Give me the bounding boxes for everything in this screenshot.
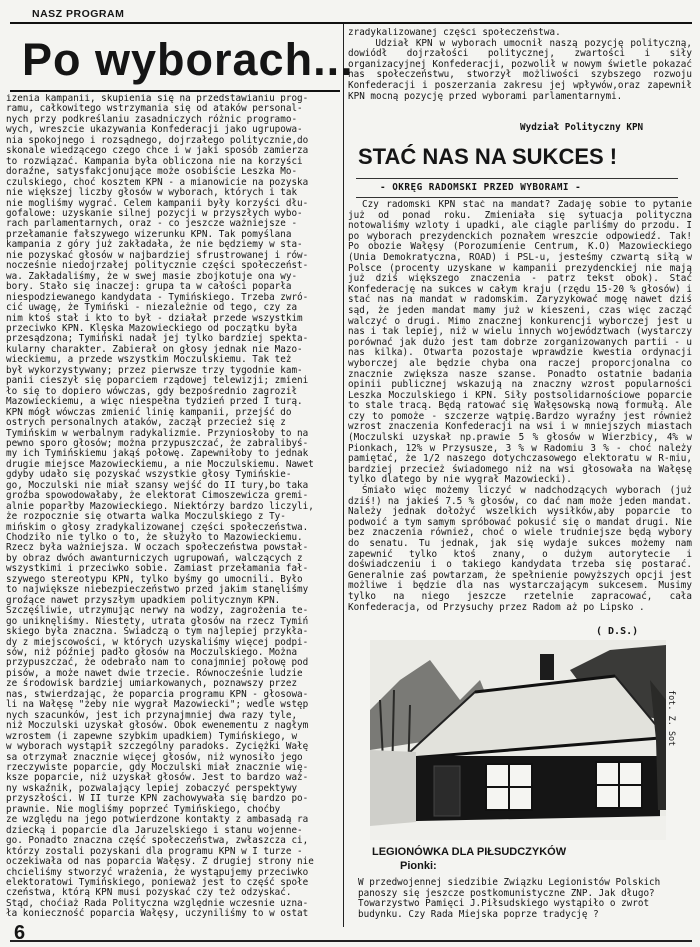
photo-caption-place: Pionki: [400, 860, 437, 872]
second-article-title: STAĆ NAS NA SUKCES ! [358, 144, 618, 169]
main-article-title: Po wyborach... [22, 34, 354, 85]
second-article-subtitle: - OKRĘG RADOMSKI PRZED WYBORAMI - [380, 182, 582, 193]
header-rule [10, 22, 692, 24]
second-article-paragraph: Czy radomski KPN stać na mandat? Zadaję sobie to pytanie już od ponad roku. Zmieniała się sytuacja polityczna notowaliśmy wzloty i upadki, ale ciągle parliśmy do przodu. I po wyborach prezydenckich poznałem wreszcie odpowiedź. Tak! Po obozie Wałęsy (Porozumienie Centrum, K.O) Mazowieckiego (Unia Demokratyczna, ROAD) i PSL-u, jesteśmy czwartą siłą w Polsce (procenty uzyskane w kampanii prezydenckiej nie mają już dziś większego znaczenia - patrz tekst obok). Stać Konfederację na sukces w całym kraju (rzędu 15-20 % głosów) i stać nas na mandat w radomskim. Zaryzykować mogę nawet dziś sąd, że jeden mandat mamy już w kieszeni, czas więc zacząć walczyć o drugi. Mimo znacznej konkurencji wyborczej jest u nas i tak lepiej, niż w wielu innych województwach (wystarczy porównać jak dużo jest tam dobrze zorganizowanych partii - u nas kilka). Otwarta pozostaje wprawdzie kwestia ordynacji wyborczej ale będzie chyba ona raczej proporcjonalna co znacznie zwiększa nasze szanse. Ponadto ostatnie badania opinii publicznej wskazują na znaczny wzrost popularności Leszka Moczulskiego i KPN. Siły postsolidarnościowe poparcie to stale tracą. Będą ratować się Wałęsowską nową formułą. Ale czy to pomoże - szczerze wątpię.Bardzo wyraźny jest również wzrost znaczenia Konfederacji na wsi i w mniejszych miastach (Moczulski uzyskał np.prawie 5 % głosów w Wierzbicy, 4% w Pionkach, 12% w Przysusze, 3 % w Radomiu 3 % - choć należy pamiętać, że 1/2 naszego dotychczasowego elektoratu w R-miu, bardziej przecież świadomego niż na wsi głosowała na Wałęsę tylko dlatego by nie wygrał Mazowiecki). [348, 200, 692, 486]
article-signature: Wydział Polityczny KPN [520, 122, 644, 133]
title-rule [10, 90, 340, 92]
page-number: 6 [14, 922, 26, 944]
subtitle-rule-top [356, 178, 678, 179]
second-article-body [348, 200, 692, 628]
second-article-author: ( D.S.) [596, 626, 639, 637]
subtitle-rule-bottom [356, 197, 678, 198]
photo-caption-body: W przedwojennej siedzibie Związku Legionistów Polskich panoszy się jeszcze postkomunistyczne ZNP. Jak długo? Towarzystwo Pamięci J.Piłsudskiego wystąpiło o zwrot budynku. Czy Rada Miejska poprze tradycję ? [358, 877, 661, 920]
building-photo [370, 640, 666, 840]
main-article-body: izenia kampanii, skupienia się na przedstawianiu prog- ramu, całkowitego wstrzymania się od ataków personal- nych przy podkreślaniu zasadniczych różnic programo- wych, wreszcie ukazywania Konfederacji jako ugrupowa- nia spokojnego i rozsądnego, dojrzałego politycznie,do skonale wiedzącego czego chce i w jaki sposób zamierza to rozwiązać. Kampania była obliczona nie na korzyści doraźne, satysfakcjonujące może osobiście Leszka Mo- czulskiego, choć kosztem KPN - a mianowicie na pozyska nie większej liczby głosów w wyborach, których i tak nie mogliśmy wygrać. Celem kampanii były korzyści dłu- gofalowe: uzyskanie silnej pozycji w przyszłych wybo- rach parlamentarnych, oraz - co jeszcze ważniejsze - przełamanie fałszywego wizerunku KPN. Tak pomyślana kampania z góry już zakładała, że nie będziemy w sta- nie pozyskać głosów w najbardziej sfrustrowanej i rów- nocześnie niedojrzałej politycznie części społeczeńst- wa. Zakładaliśmy, że w swej masie zbojkotuje ona wy- bory. Stało się inaczej: grupa ta w całości poparła niespodziewanego kandydata - Tymińskiego. Trzeba zwró- cić uwagę, że Tymiński - niezależnie od tego, czy za nim ktoś stał i kto to był - działał przede wszystkim przeciwko KPN. Klęska Mazowieckiego od początku była przesądzona; Tymiński nadał jej tylko bardziej spekta- kularny charakter. Zabierał on głosy jednak nie Mazo- wieckiemu, a przede wszystkim Moczulskiemu. Tak też był wykorzystywany; przez pierwsze trzy tygodnie kam- panii cieszył się poparciem rządowej telewizji; zmieni ło się to dopiero wówczas, gdy bezpośrednio zagroził Mazowieckiemu, a więc niespełna tydzień przed I turą. KPN mógł wówczas zmienić linię kampanii, przejść do ostrych personalnych ataków, zaczął przecież się z Tymińskim w werbalnym radykalizmie. Przyniosłoby to na pewno sporo głosów; można przypuszczać, że zabralibyś- my ich Tymińskiemu jakąś połowę. Zapewniłoby to jednak drugie miejsce Mazowieckiemu, a nie Moczulskiemu. Nawet gdyby udało się pozyskać wszystkie głosy Tymińskie- go, Moczulski nie miał szansy wejść do II tury,bo taka groźba spowodowałaby, że elektorat Cimoszewicza gremi- alnie poparłby Mazowieckiego. Niektórzy bardzo liczyli, że rozpocznie się otwarta walka Moczulskiego z Ty- mińskim o głosy zradykalizowanej części społeczeństwa. Chodziło nie tylko o to, że służyło to Mazowieckiemu. Rzecz była ważniejsza. W oczach społeczeństwa powstał- by obraz dwóch awanturniczych ugrupowań, walczących z wszystkimi i przeciwko sobie. Zamiast przełamania fał- szywego stereotypu KPN, tylko byśmy go umocnili. Było to największe niebezpieczeństwo przed jakim stanęliśmy groźące nawet przyszłym upadkiem politycznym KPN. Szczęśliwie, utrzymując nerwy na wodzy, zagrożenia te- go uniknęliśmy. Niestety, utrata głosów na rzecz Tymiń skiego była znaczna. Świadczą o tym najlepiej przykła- dy z miejscowości, w których uzyskaliśmy więcej podpi- sów, niż później padło głosów na Moczulskiego. Można przypuszczać, że odebrało nam to conajmniej połowę pod pisów, a może nawet dwie trzecie. Równocześnie ludzie ze środowisk bardziej umiarkowanych, poznawszy przez nas, stwierdzając, że poparcia programu KPN - głosowa- li na Wałęsę "żeby nie wygrał Mazowiecki"; wedle wstęp nych szacunków, jest ich przynajmniej dwa razy tyle, niż Moczulski uzyskał głosów. Obok ewenementu z nagłym wzrostem (i zapewne szybkim upadkiem) Tymińskiego, w w wyborach wystąpił szczególny paradoks. Zyciężki Wałę sa otrzymał znacznie więcej głosów, niż wynosiło jego rzeczywiste poparcie, gdy Moczulski miał znacznie wię- ksze poparcie, niż uzyskał głosów. Jest to bardzo waż- ny wskaźnik, pozwalający lepiej zobaczyć perspektywy przyszłości. W II turze KPN zachowywała się bardzo po- prawnie. Nie mogliśmy poprzeć Tymińskiego, choćby ze względu na jego potwierdzone kontakty z ambasadą ra dziecką i poparcie dla Jaruzelskiego i stanu wojenne- go. Ponadto znaczna część społeczeństwa, zwłaszcza ci, którzy zostali pozyskani dla programu KPN w I turze - oczekiwała od nas poparcia Wałęsy. Z drugiej strony nie chcieliśmy stworzyć wrażenia, że wystąpujemy przeciwko elektoratowi Tymińskiego, ponieważ jest to część społe czeństwa, którą KPN musi pozyskać czy też odzyskać. Stąd, choćiaż Rada Polityczna względnie wczesnie uzna- ła konieczność poparcia Wałęsy, uczyniliśmy to w ostat [6, 94, 314, 919]
section-label: NASZ PROGRAM [32, 8, 125, 20]
bottom-rule [10, 940, 692, 942]
column-divider [343, 24, 344, 927]
photo-caption-title: LEGIONÓWKA DLA PIŁSUDCZYKÓW [372, 846, 567, 858]
photo-credit: fot. Z. Sot [666, 690, 676, 747]
second-article-paragraph: Śmiało więc możemy liczyć w nadchodzących wyborach (już dziś!) na jakieś 7.5 % głosów, co dać nam może jeden mandat. Należy jednak dołożyć wszelkich wysiłków,aby poparcie to podwoić a tym samym spróbować pokusić się o mandat drugi. Nie bez znaczenia również, choć o wiele trudniejsze będą wybory do senatu. Tu jednak, jak się wydaje sukces możemy nam zapewnić tylko ktoś znany, o dużym autorytecie i doświadczeniu i o takiego kandydata trzeba się postarać. Generalnie zaś powtarzam, że spełnienie powyższych opcji jest możliwe i będzie dla nas wystarczającym sukcesem. Musimy tylko na niego jeszcze rzetelnie zapracować, cała Konfederacja, od Przysuchy przez Radom aż po Lipsko . [348, 485, 692, 613]
main-article-continuation: zradykalizowanej części społeczeństwa. Udział KPN w wyborach umocnił naszą pozycję polityczną, dowiódł dojrzałości politycznej, zwartości i siły organizacyjnej Konfederacji, pozwolił w nowym świetle pokazać nas społeczeństwu, stworzył możliwości szybszego rozwoju Konfederacji i poszerzania zakresu jej wpływów,oraz zapewnił KPN mocną pozycję przed wyborami parlamentarnymi. [348, 28, 692, 102]
